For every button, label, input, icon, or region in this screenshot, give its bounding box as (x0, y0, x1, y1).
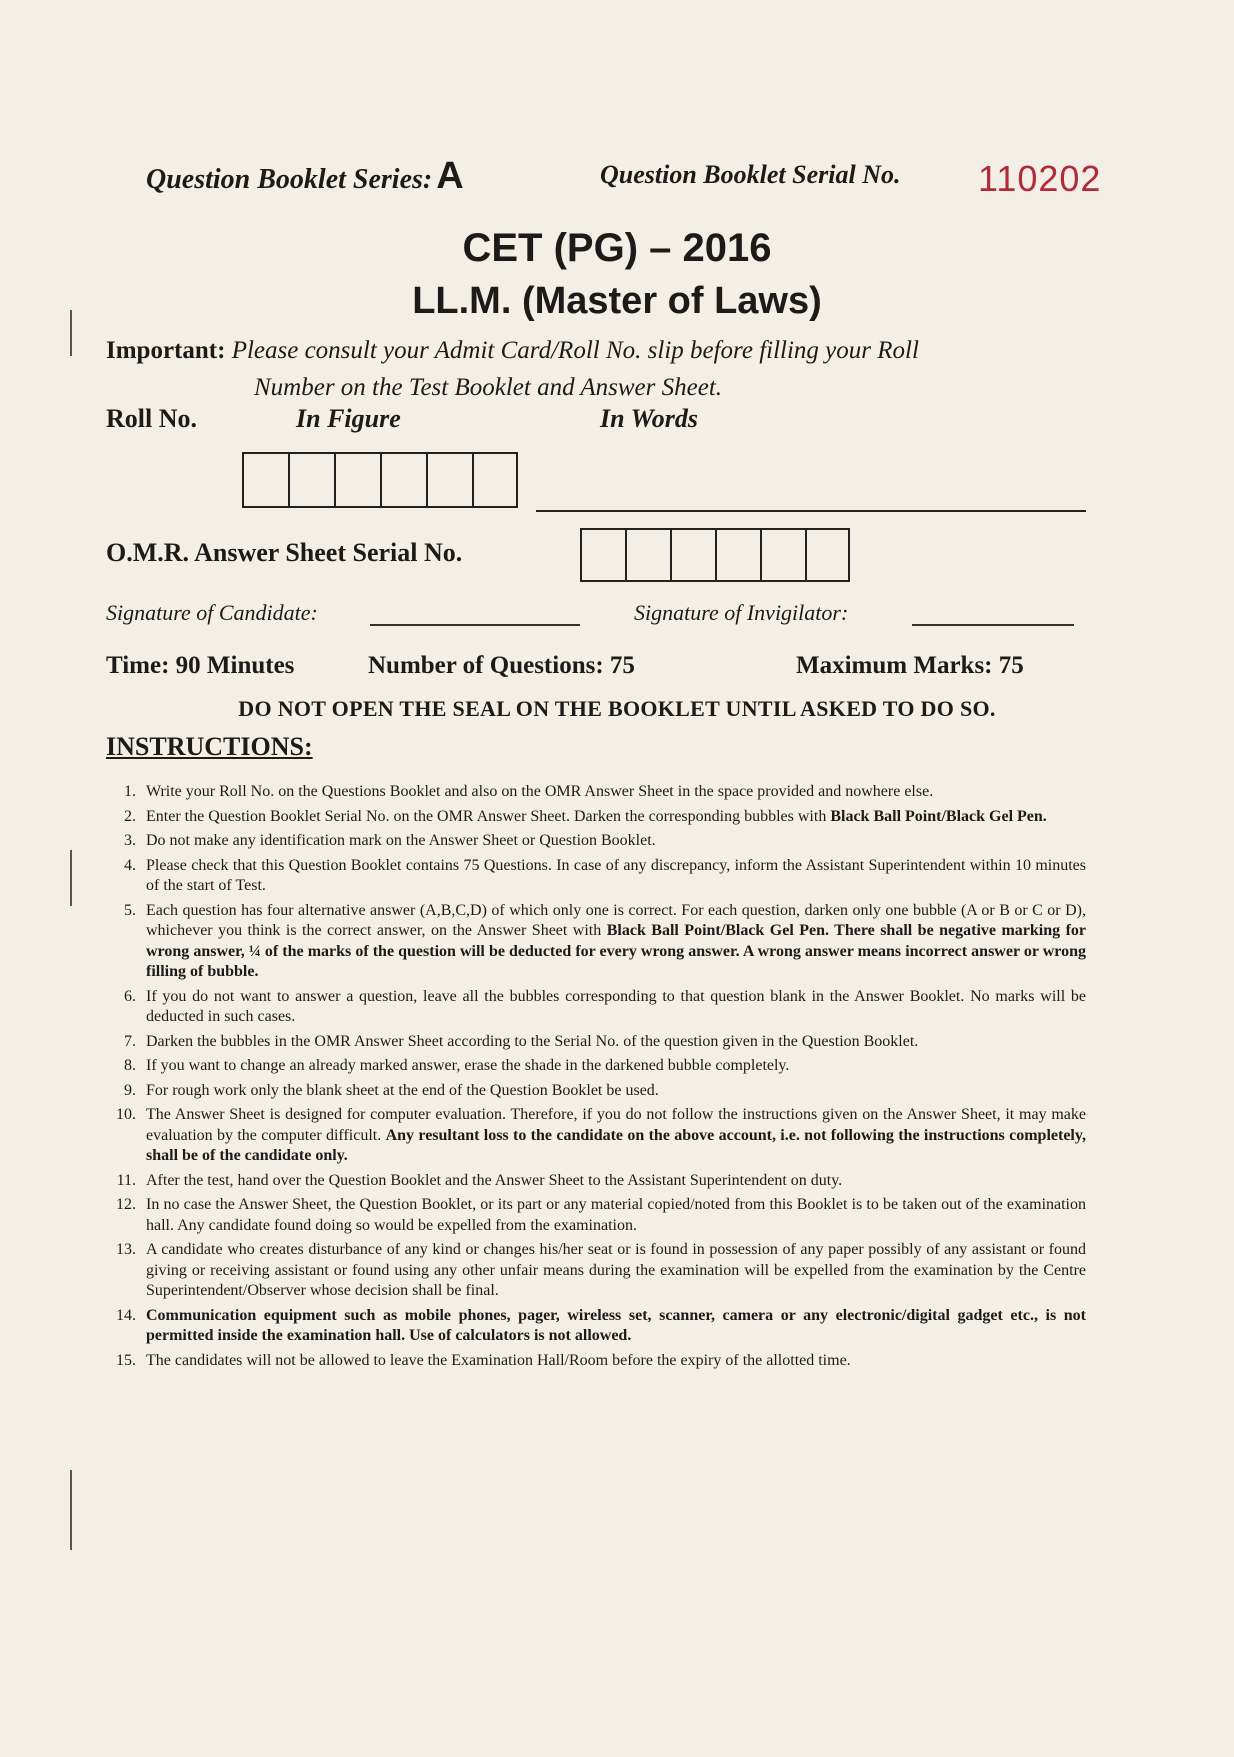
roll-digit-box[interactable] (242, 452, 288, 508)
instruction-number: 3. (124, 832, 136, 849)
omr-digit-box[interactable] (805, 528, 850, 582)
instruction-number: 2. (124, 807, 136, 825)
instructions-heading: INSTRUCTIONS: (106, 732, 313, 761)
instruction-plain-text: Do not make any identification mark on the Answer Sheet or Question Booklet. (146, 832, 656, 849)
instruction-number: 6. (124, 987, 136, 1005)
instruction-item (112, 901, 1086, 983)
omr-digit-box[interactable] (715, 528, 760, 582)
instruction-plain-text: A candidate who creates disturbance of any kind or changes his/her seat or is found in possession of any paper possibly of any assistant or found giving or receiving assistant or found using any other unfair means during the examination will be expelled from the examination by the Centre Superintendent/Observer whose decision shall be final. (146, 1241, 1086, 1299)
instruction-number: 11. (116, 1171, 136, 1189)
instruction-bold-text: Black Ball Point/Black Gel Pen. There shall be negative marking for wrong answer, ¼ of the marks of the question will be deducted for every wrong answer. A wrong answer means incorrect answer or wrong filling of bubble. (146, 922, 1087, 980)
omr-digit-box[interactable] (625, 528, 670, 582)
instruction-plain-text: The candidates will not be allowed to leave the Examination Hall/Room before the expiry of the allotted time. (146, 1351, 851, 1369)
instruction-plain-text: The Answer Sheet is designed for computer evaluation. Therefore, if you do not follow the instructions given on the Answer Sheet, it may make evaluation by the computer difficult. (146, 1106, 1086, 1144)
instruction-text (146, 782, 1086, 803)
instruction-item (112, 1032, 1086, 1053)
scan-margin-mark (70, 850, 72, 906)
instruction-item (112, 782, 1086, 803)
instruction-text (146, 831, 1086, 852)
booklet-series (146, 155, 464, 198)
roll-number-boxes[interactable] (242, 452, 518, 508)
instruction-item (112, 831, 1086, 852)
instruction-number: 13. (116, 1241, 136, 1258)
important-label: Important: (106, 337, 226, 364)
instruction-text (146, 1056, 1086, 1077)
exam-time: Time: 90 Minutes (106, 652, 295, 679)
roll-in-words-label: In Words (600, 404, 699, 433)
omr-serial-boxes[interactable] (580, 528, 850, 582)
instruction-plain-text: Write your Roll No. on the Questions Booklet and also on the OMR Answer Sheet in the space provided and nowhere else. (146, 783, 934, 800)
instruction-item (112, 987, 1086, 1028)
roll-digit-box[interactable] (288, 452, 334, 508)
instruction-text (146, 1195, 1086, 1236)
instruction-number: 4. (124, 856, 136, 874)
booklet-series-value: A (436, 155, 464, 197)
roll-number-label: Roll No. (106, 404, 197, 433)
instruction-number: 1. (124, 783, 136, 800)
omr-digit-box[interactable] (580, 528, 625, 582)
roll-digit-box[interactable] (426, 452, 472, 508)
number-of-questions: Number of Questions: 75 (368, 652, 635, 679)
instruction-item (112, 1081, 1086, 1102)
instruction-text (146, 901, 1086, 983)
exam-title: CET (PG) – 2016 (462, 226, 772, 270)
maximum-marks: Maximum Marks: 75 (796, 652, 1024, 679)
instruction-plain-text: If you want to change an already marked answer, erase the shade in the darkened bubble completely. (146, 1057, 790, 1074)
instruction-item (112, 807, 1086, 828)
instruction-number: 8. (124, 1057, 136, 1074)
important-text-line2: Number on the Test Booklet and Answer Sheet. (254, 374, 723, 401)
roll-digit-box[interactable] (472, 452, 518, 508)
exam-subtitle: LL.M. (Master of Laws) (412, 280, 822, 322)
instruction-item (112, 1306, 1086, 1347)
booklet-series-label: Question Booklet Series: (146, 164, 433, 195)
instruction-bold-text: Black Ball Point/Black Gel Pen. (830, 807, 1047, 825)
instruction-number: 9. (124, 1081, 136, 1099)
candidate-signature-label: Signature of Candidate: (106, 600, 318, 625)
booklet-serial-label: Question Booklet Serial No. (600, 160, 901, 189)
instruction-number: 12. (116, 1196, 136, 1213)
instruction-number: 15. (116, 1351, 136, 1369)
roll-in-words-line[interactable] (536, 510, 1086, 512)
instruction-text (146, 807, 1086, 828)
instruction-bold-text: Any resultant loss to the candidate on the above account, i.e. not following the instructions completely, shall be of the candidate only. (146, 1126, 1086, 1164)
seal-notice: DO NOT OPEN THE SEAL ON THE BOOKLET UNTIL ASKED TO DO SO. (238, 696, 996, 721)
instruction-item (112, 1171, 1086, 1192)
roll-digit-box[interactable] (334, 452, 380, 508)
omr-serial-label: O.M.R. Answer Sheet Serial No. (106, 538, 463, 567)
instruction-plain-text: Darken the bubbles in the OMR Answer Sheet according to the Serial No. of the question given in the Question Booklet. (146, 1032, 919, 1050)
instruction-text (146, 1032, 1086, 1053)
instruction-plain-text: Enter the Question Booklet Serial No. on the OMR Answer Sheet. Darken the corresponding bubbles with (146, 807, 827, 825)
instruction-number: 14. (116, 1306, 136, 1324)
important-text-line1: Please consult your Admit Card/Roll No. slip before filling your Roll (231, 337, 919, 364)
candidate-signature-line[interactable] (370, 624, 580, 626)
instruction-item (112, 1240, 1086, 1302)
instruction-text (146, 1081, 1086, 1102)
instruction-number: 10. (116, 1106, 136, 1123)
omr-digit-box[interactable] (670, 528, 715, 582)
omr-digit-box[interactable] (760, 528, 805, 582)
instruction-number: 7. (124, 1032, 136, 1050)
instructions-list (112, 782, 1086, 1375)
booklet-serial-number: 110202 (978, 158, 1102, 199)
instruction-plain-text: If you do not want to answer a question, leave all the bubbles corresponding to that question blank in the Answer Booklet. No marks will be deducted in such cases. (146, 987, 1086, 1025)
instruction-plain-text: Each question has four alternative answer (A,B,C,D) of which only one is correct. For each question, darken only one bubble (A or B or C or D), whichever you think is the correct answer, on the Answer Sheet with (146, 901, 1086, 939)
roll-in-figure-label: In Figure (296, 404, 401, 433)
important-note (106, 332, 1206, 406)
instruction-plain-text: In no case the Answer Sheet, the Question Booklet, or its part or any material copied/noted from this Booklet is to be taken out of the examination hall. Any candidate found doing so would be expelled from the examination. (146, 1196, 1086, 1234)
instruction-text (146, 987, 1086, 1028)
instruction-text (146, 1105, 1086, 1167)
instruction-text (146, 1171, 1086, 1192)
instruction-text (146, 856, 1086, 897)
instruction-plain-text: After the test, hand over the Question Booklet and the Answer Sheet to the Assistant Superintendent on duty. (146, 1171, 843, 1189)
roll-digit-box[interactable] (380, 452, 426, 508)
invigilator-signature-line[interactable] (912, 624, 1074, 626)
instruction-plain-text: Please check that this Question Booklet contains 75 Questions. In case of any discrepancy, inform the Assistant Superintendent within 10 minutes of the start of Test. (146, 856, 1086, 894)
instruction-item (112, 1351, 1086, 1372)
instruction-text (146, 1306, 1086, 1347)
instruction-item (112, 856, 1086, 897)
scan-margin-mark (70, 310, 72, 356)
instruction-item (112, 1105, 1086, 1167)
instruction-plain-text: For rough work only the blank sheet at the end of the Question Booklet be used. (146, 1081, 659, 1099)
instruction-item (112, 1195, 1086, 1236)
instruction-item (112, 1056, 1086, 1077)
instruction-text (146, 1240, 1086, 1302)
instruction-bold-text: Communication equipment such as mobile phones, pager, wireless set, scanner, camera or any electronic/digital gadget etc., is not permitted inside the examination hall. Use of calculators is not allowed. (146, 1306, 1086, 1344)
instruction-text (146, 1351, 1086, 1372)
instruction-number: 5. (124, 901, 136, 919)
scan-margin-mark (70, 1470, 72, 1550)
invigilator-signature-label: Signature of Invigilator: (634, 600, 849, 625)
